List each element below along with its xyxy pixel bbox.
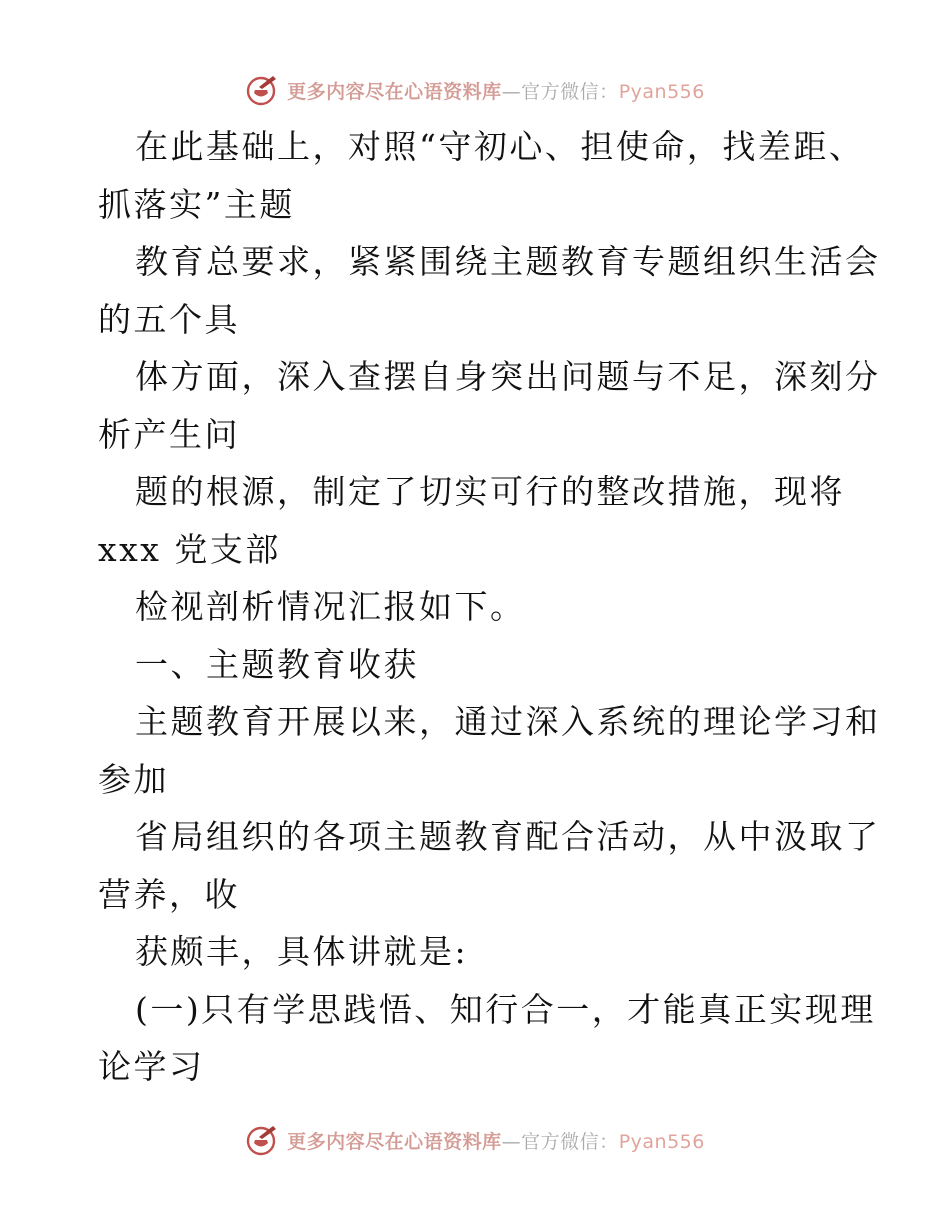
paragraph-line: 营养，收	[98, 874, 240, 914]
paragraph-line: 论学习	[98, 1047, 205, 1086]
paragraph-line: xxx 党支部	[98, 529, 281, 569]
watermark-text: 更多内容尽在心语资料库—官方微信：Pyan556	[287, 80, 705, 103]
paragraph-line: 主题教育开展以来，通过深入系统的理论学习和	[135, 702, 881, 741]
paragraph-line: 获颇丰，具体讲就是:	[135, 932, 469, 971]
paragraph-line: 参加	[98, 759, 169, 799]
section-heading: 一、主题教育收获	[135, 644, 419, 684]
watermark-text: 更多内容尽在心语资料库—官方微信：Pyan556	[287, 1130, 705, 1153]
paragraph-line: 教育总要求，紧紧围绕主题教育专题组织生活会	[135, 242, 881, 281]
paragraph-line: 在此基础上，对照“守初心、担使命，找差距、	[135, 127, 865, 166]
header-watermark	[0, 70, 950, 110]
paragraph-line: 析产生问	[98, 414, 240, 454]
tea-cup-pen-logo-icon	[245, 73, 279, 107]
paragraph-line: 抓落实”主题	[98, 184, 295, 224]
subsection-heading: (一)只有学思践悟、知行合一，才能真正实现理	[135, 989, 876, 1029]
tea-cup-pen-logo-icon	[245, 1123, 279, 1157]
footer-watermark	[0, 1120, 950, 1160]
paragraph-line: 题的根源，制定了切实可行的整改措施，现将	[135, 472, 845, 511]
paragraph-line: 检视剖析情况汇报如下。	[135, 587, 526, 626]
document-body	[98, 118, 898, 1096]
paragraph-line: 的五个具	[98, 299, 240, 339]
paragraph-line: 省局组织的各项主题教育配合活动，从中汲取了	[135, 817, 881, 856]
paragraph-line: 体方面，深入查摆自身突出问题与不足，深刻分	[135, 357, 881, 396]
